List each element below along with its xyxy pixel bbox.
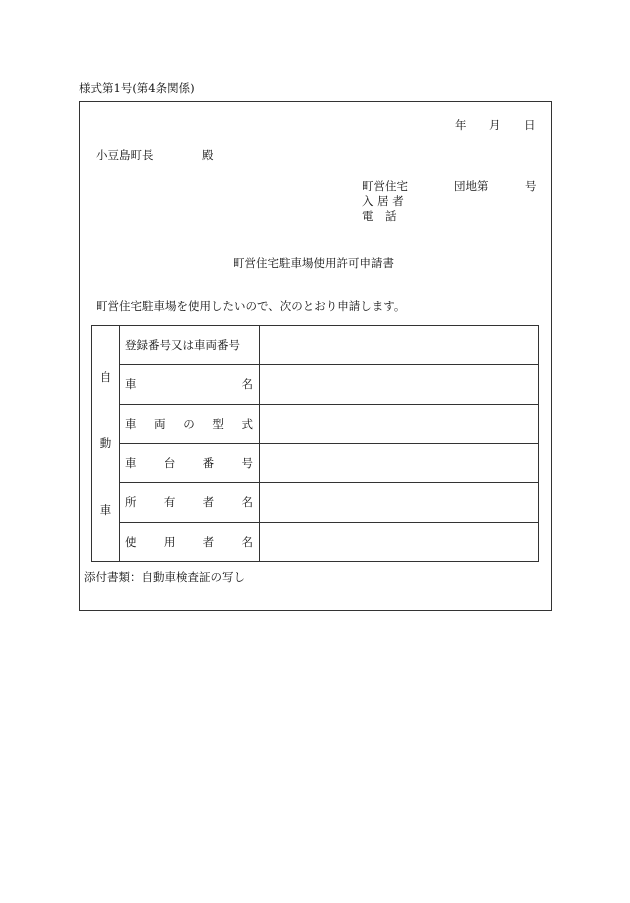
row-label — [120, 443, 260, 482]
row-label-char: 番 — [202, 456, 215, 471]
row-label-char: 用 — [163, 534, 176, 549]
row-value-cell — [260, 365, 539, 404]
row-label-text — [125, 376, 253, 392]
row-label-char: 者 — [202, 495, 215, 510]
row-label — [120, 404, 260, 443]
vehicle-category-char: 自 — [99, 369, 112, 384]
table-row — [92, 404, 539, 443]
row-label-text: 登録番号又は車両番号 — [125, 338, 240, 353]
date-month: 月 — [489, 118, 501, 132]
row-label-text — [125, 534, 253, 550]
table-row — [92, 365, 539, 404]
row-label-char: 名 — [241, 534, 253, 549]
row-label-char: 型 — [212, 416, 224, 431]
row-label-text — [125, 455, 253, 471]
row-label-char: 車 — [125, 377, 137, 392]
vehicle-category-char: 動 — [99, 436, 112, 451]
vehicle-category-cell — [92, 326, 120, 562]
row-label-text — [125, 416, 253, 432]
table-row — [92, 326, 539, 365]
row-label — [120, 483, 260, 522]
applicant-phone-label: 電 話 — [362, 209, 397, 223]
row-value-cell — [260, 326, 539, 365]
form-header: 様式第1号(第4条関係) — [79, 81, 195, 95]
row-label-char: 者 — [202, 534, 215, 549]
row-value-cell — [260, 404, 539, 443]
applicant-estate-label: 団地第 — [454, 179, 489, 193]
addressee-honorific: 殿 — [202, 148, 214, 162]
row-value-cell — [260, 483, 539, 522]
vehicle-table — [91, 325, 539, 562]
row-label-char: 号 — [241, 456, 253, 471]
table-row — [92, 522, 539, 561]
date-day: 日 — [524, 118, 536, 132]
row-label-char: 式 — [241, 416, 253, 431]
table-row — [92, 443, 539, 482]
row-label-char: 使 — [125, 534, 137, 549]
row-label-char: 有 — [163, 495, 176, 510]
row-label-char: 名 — [241, 377, 253, 392]
applicant-number-suffix: 号 — [525, 179, 537, 193]
applicant-resident-label: 入 居 者 — [362, 194, 404, 208]
table-row — [92, 483, 539, 522]
row-label-text — [125, 494, 253, 510]
intro-text: 町営住宅駐車場を使用したいので、次のとおり申請します。 — [96, 299, 406, 313]
row-label-char: 所 — [125, 495, 137, 510]
row-label — [120, 522, 260, 561]
row-value-cell — [260, 522, 539, 561]
row-label-char: 名 — [241, 495, 253, 510]
vehicle-category-char: 車 — [99, 503, 112, 518]
row-label-char: 車 — [125, 456, 137, 471]
date-year: 年 — [455, 118, 467, 132]
row-label-char: の — [183, 416, 195, 431]
row-label-char: 車 — [125, 416, 137, 431]
attachment-note: 添付書類：自動車検査証の写し — [84, 570, 245, 584]
row-label-char: 台 — [163, 456, 176, 471]
document-title: 町営住宅駐車場使用許可申請書 — [233, 256, 394, 270]
row-value-cell — [260, 443, 539, 482]
row-label — [120, 365, 260, 404]
row-label-char: 両 — [154, 416, 166, 431]
addressee-name: 小豆島町長 — [96, 148, 154, 162]
applicant-housing-label: 町営住宅 — [362, 179, 408, 193]
row-label — [120, 326, 260, 365]
